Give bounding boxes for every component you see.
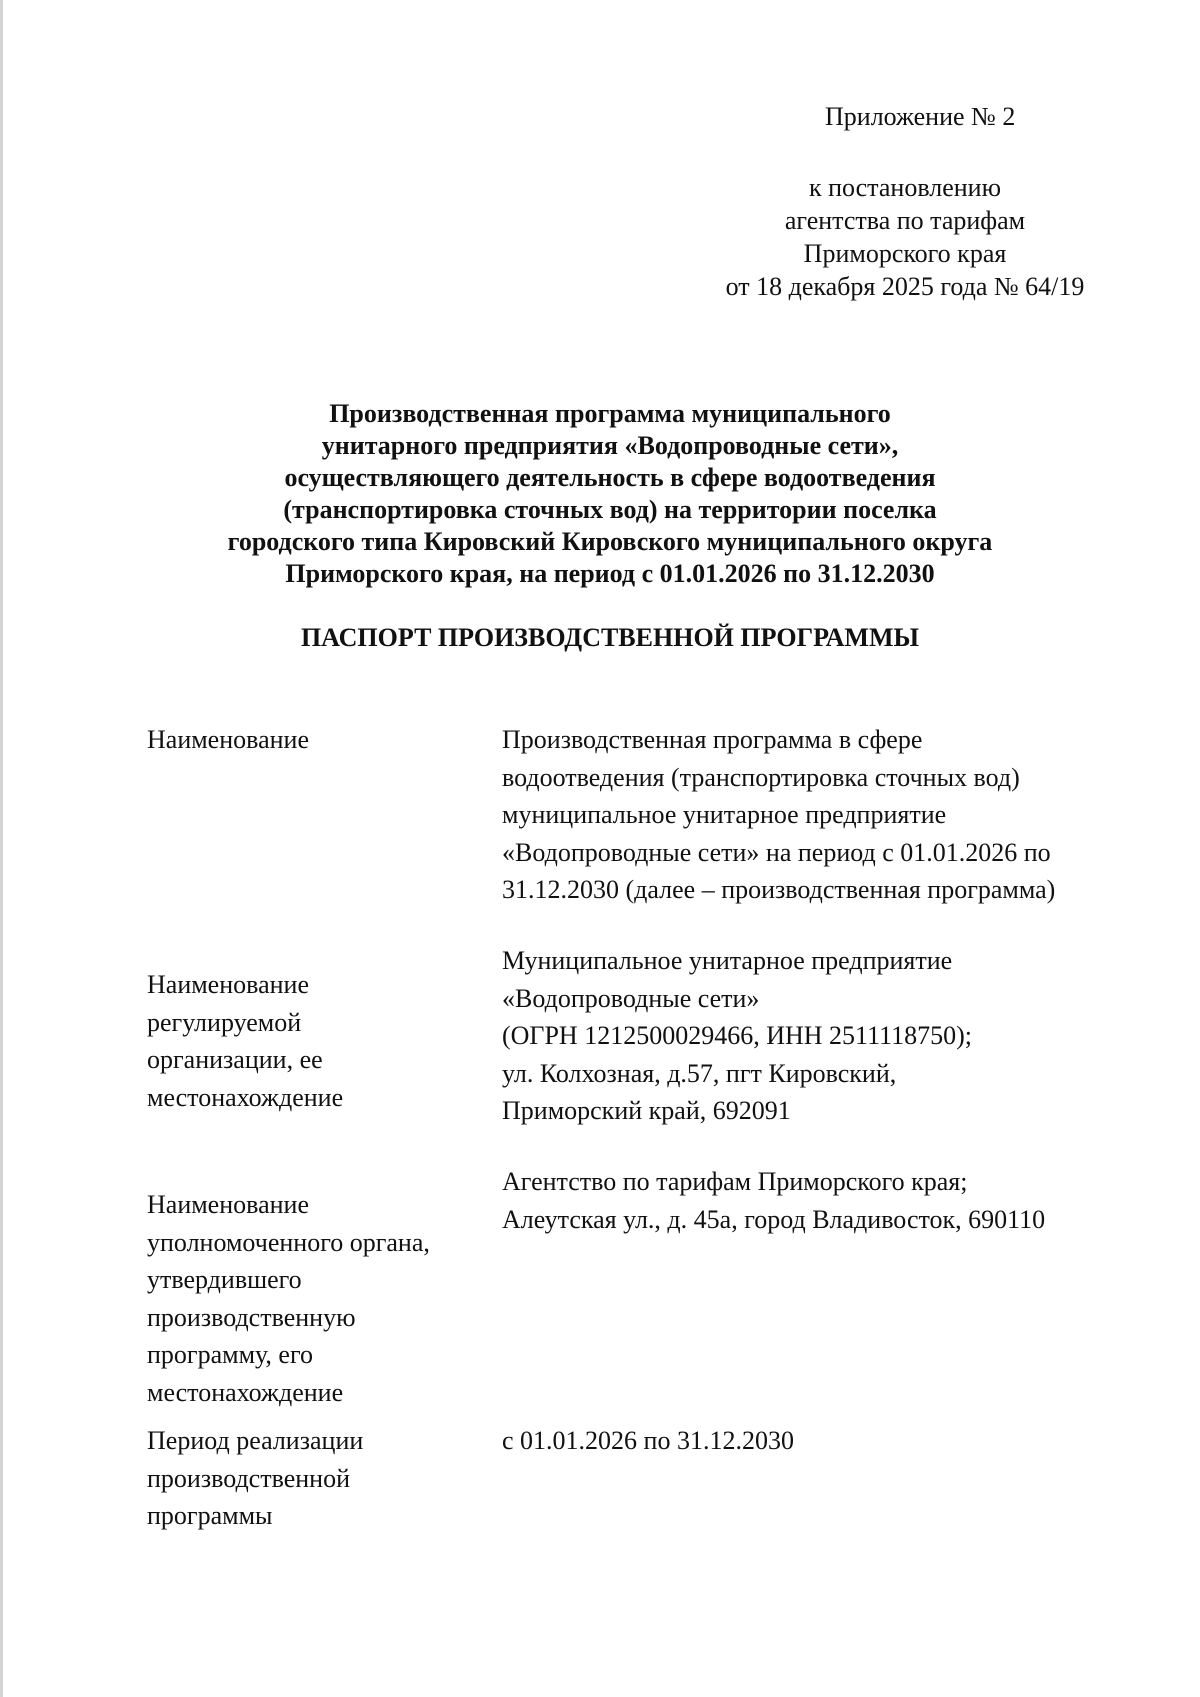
field-value-line: с 01.01.2026 по 31.12.2030 xyxy=(502,1426,794,1455)
field-label-line: регулируемой xyxy=(147,1007,302,1037)
decree-line: к постановлению xyxy=(808,173,1002,202)
field-value-organization xyxy=(502,942,1142,1130)
page-edge xyxy=(0,0,3,1697)
program-title-line: Производственная программа муниципального xyxy=(329,399,891,428)
program-title-line: Приморского края, на период с 01.01.2026 по 31.12.2030 xyxy=(285,559,935,588)
field-label-line: программу, его xyxy=(147,1340,313,1369)
program-title-line: (транспортировка сточных вод) на территории поселка xyxy=(283,495,937,524)
field-value-authority xyxy=(502,1163,1142,1238)
field-value-line: «Водопроводные сети» xyxy=(502,983,760,1013)
field-label-line: утвердившего xyxy=(147,1265,302,1294)
field-label-line: Период реализации xyxy=(147,1426,364,1455)
field-value-line: водоотведения (транспортировка сточных вод) xyxy=(502,762,1020,792)
field-label-line: Наименование xyxy=(147,970,309,999)
field-value-line: ул. Колхозная, д.57, пгт Кировский, xyxy=(502,1058,897,1088)
field-value-line: Приморский край, 692091 xyxy=(502,1096,791,1125)
program-title-line: осуществляющего деятельность в сфере водоотведения xyxy=(284,463,936,492)
field-label-authority xyxy=(147,1186,477,1411)
field-value-line: Алеутская ул., д. 45а, город Владивосток, 690110 xyxy=(502,1204,1046,1234)
field-label-line: производственную xyxy=(147,1302,356,1332)
field-label-line: производственной xyxy=(147,1463,350,1493)
decree-line: от 18 декабря 2025 года № 64/19 xyxy=(725,272,1085,301)
field-value-line: (ОГРН 1212500029466, ИНН 2511118750); xyxy=(502,1021,973,1050)
field-value-line: Производственная программа в сфере xyxy=(502,725,923,754)
field-label-line: Наименование xyxy=(147,1190,309,1219)
decree-line: Приморского края xyxy=(803,239,1007,268)
field-value-line: «Водопроводные сети» на период с 01.01.2026 по xyxy=(502,837,1051,867)
program-title xyxy=(160,398,1060,590)
program-title-line: унитарного предприятия «Водопроводные сети», xyxy=(321,431,899,460)
field-label-line: местонахождение xyxy=(147,1082,344,1112)
field-label-line: организации, ее xyxy=(147,1045,323,1074)
field-label-organization xyxy=(147,966,477,1116)
field-label-line: Наименование xyxy=(147,725,309,754)
field-value-name xyxy=(502,721,1142,909)
decree-reference xyxy=(700,171,1100,303)
passport-heading: ПАСПОРТ ПРОИЗВОДСТВЕННОЙ ПРОГРАММЫ xyxy=(300,623,920,652)
program-title-line: городского типа Кировский Кировского муниципального округа xyxy=(227,527,993,556)
field-label-period xyxy=(147,1422,477,1535)
appendix-number: Приложение № 2 xyxy=(825,102,1016,131)
field-value-period xyxy=(502,1422,1142,1460)
field-value-line: муниципальное унитарное предприятие xyxy=(502,800,947,829)
field-value-line: Агентство по тарифам Приморского края; xyxy=(502,1167,968,1196)
field-label-line: программы xyxy=(147,1501,273,1530)
field-label-line: уполномоченного органа, xyxy=(147,1227,430,1257)
appendix-block xyxy=(700,100,1150,303)
field-value-line: 31.12.2030 (далее – производственная программа) xyxy=(502,875,1056,904)
decree-line: агентства по тарифам xyxy=(784,206,1026,235)
field-value-line: Муниципальное унитарное предприятие xyxy=(502,946,953,975)
field-label-line: местонахождение xyxy=(147,1377,344,1407)
field-label-name xyxy=(147,721,477,759)
